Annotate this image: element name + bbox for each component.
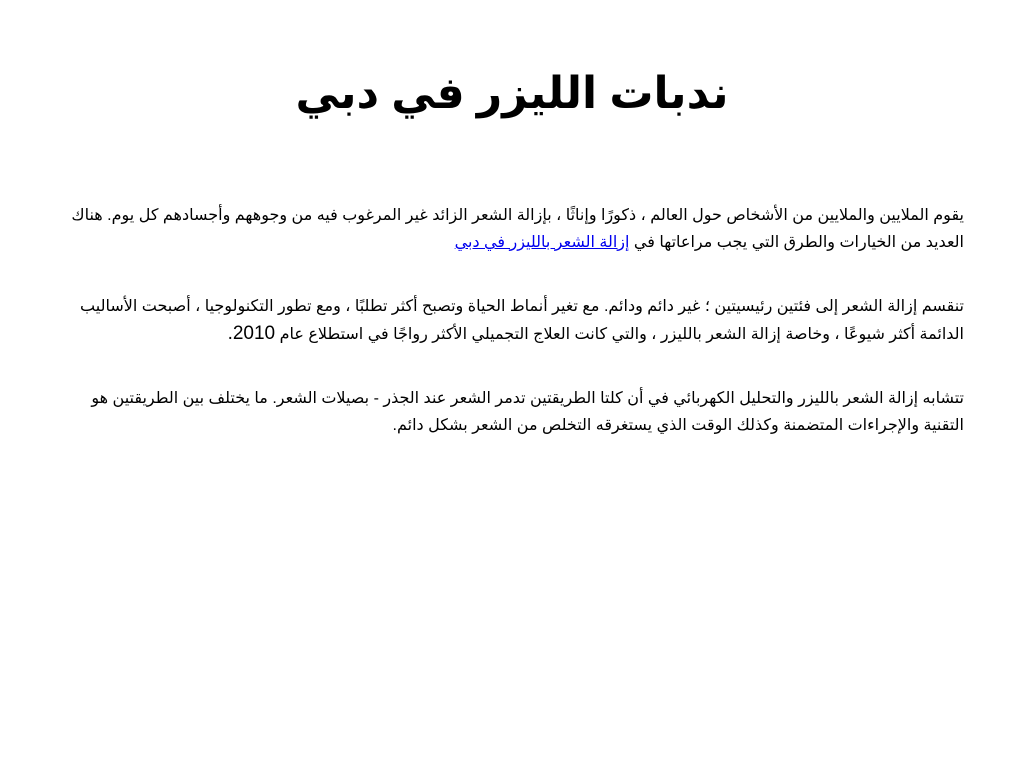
page-title: ندبات الليزر في دبي [295,69,729,118]
paragraph-2-year: 2010. [227,323,276,344]
paragraph-2 [66,293,964,348]
paragraph-3: تتشابه إزالة الشعر بالليزر والتحليل الكهربائي في أن كلتا الطريقتين تدمر الشعر عند الجذر - بصيلات الشعر. ما يختلف بين الطريقتين هو التقنية والإجراءات المتضمنة وكذلك الوقت الذي يستغرقه التخلص من الشعر بشكل دائم. [91,390,964,434]
paragraph-1-text: يقوم الملايين والملايين من الأشخاص حول العالم ، ذكورًا وإناثًا ، بإزالة الشعر الزائد غير المرغوب فيه من وجوههم وأجسادهم كل يوم. هناك العديد من الخيارات والطرق التي يجب مراعاتها في [71,207,964,251]
paragraph-1 [66,202,964,256]
laser-hair-removal-link[interactable]: إزالة الشعر بالليزر في دبي [454,234,630,251]
paragraph-2-text: تنقسم إزالة الشعر إلى فئتين رئيسيتين ؛ غير دائم ودائم. مع تغير أنماط الحياة وتصبح أكثر تطلبًا ، ومع تطور التكنولوجيا ، أصبحت الأساليب الدائمة أكثر شيوعًا ، وخاصة إزالة الشعر بالليزر ، والتي كانت العلاج التجميلي الأكثر رواجًا في استطلاع عام [80,298,964,343]
article-body [66,202,964,476]
